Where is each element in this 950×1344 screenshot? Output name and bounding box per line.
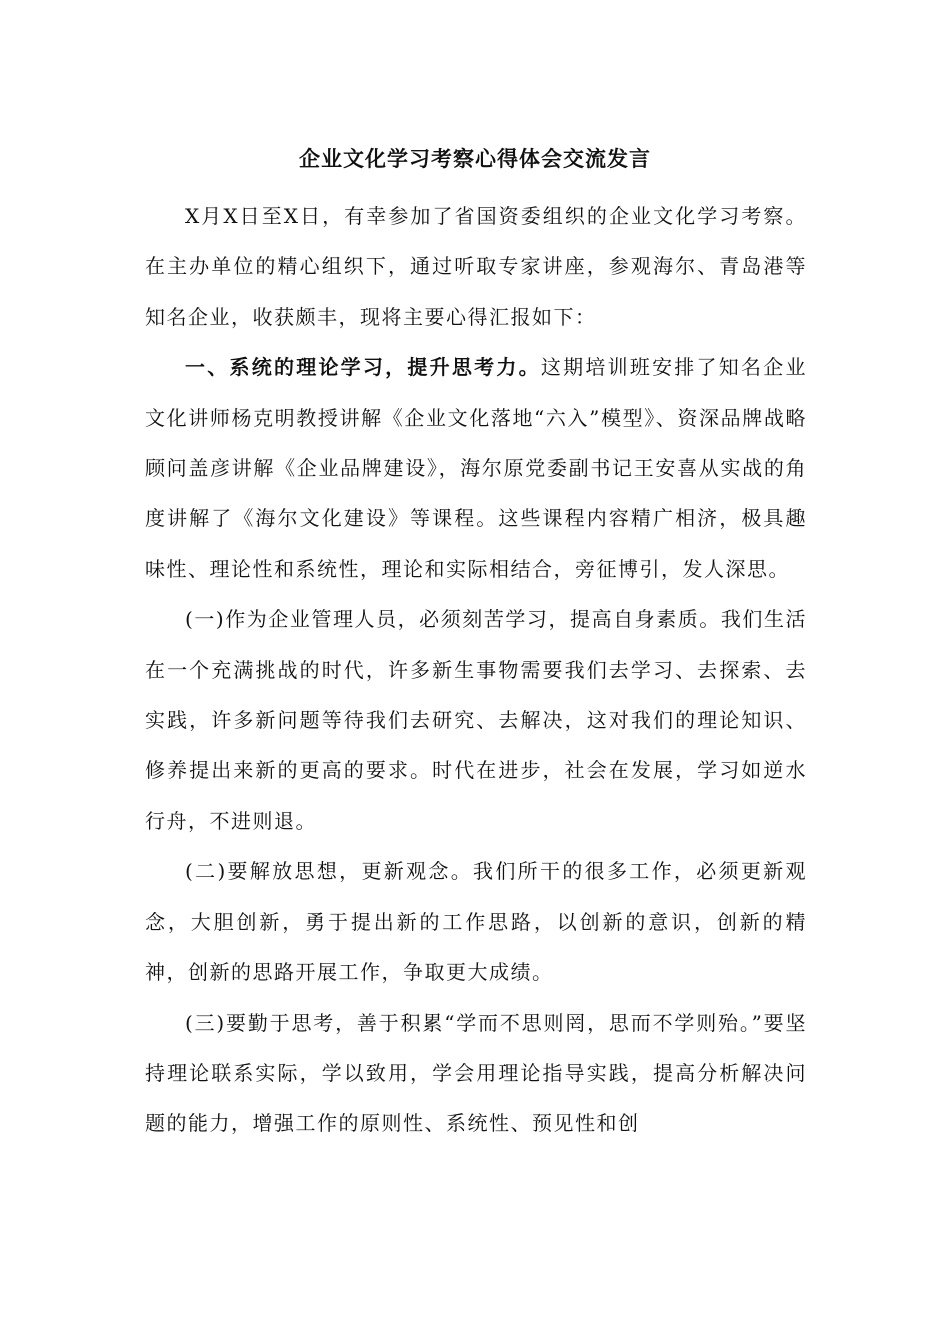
paragraph-item-1	[145, 594, 807, 846]
paragraph-text: (三)要勤于思考，善于积累“学而不思则罔，思而不学则殆。”要坚持理论联系实际，学以致用，学会用理论指导实践，提高分析解决问题的能力，增强工作的原则性、系统性、预见性和创	[145, 1010, 807, 1136]
paragraph-item-3	[145, 998, 807, 1149]
section-heading: 一、系统的理论学习，提升思考力。	[185, 355, 541, 380]
paragraph-item-2	[145, 846, 807, 997]
paragraph-text: X月X日至X日，有幸参加了省国资委组织的企业文化学习考察。在主办单位的精心组织下，通过听取专家讲座，参观海尔、青岛港等知名企业，收获颇丰，现将主要心得汇报如下：	[145, 204, 807, 329]
paragraph-intro	[145, 191, 807, 342]
paragraph-section-1	[145, 342, 807, 594]
paragraph-text: 这期培训班安排了知名企业文化讲师杨克明教授讲解《企业文化落地“六入”模型》、资深品牌战略顾问盖彦讲解《企业品牌建设》，海尔原党委副书记王安喜从实战的角度讲解了《海尔文化建设》等课程。这些课程内容精广相济，极具趣味性、理论性和系统性，理论和实际相结合，旁征博引，发人深思。	[145, 355, 808, 581]
document-title: 企业文化学习考察心得体会交流发言	[299, 146, 651, 171]
paragraph-text: (一)作为企业管理人员，必须刻苦学习，提高自身素质。我们生活在一个充满挑战的时代，许多新生事物需要我们去学习、去探索、去实践，许多新问题等待我们去研究、去解决，这对我们的理论知识、修养提出来新的更高的要求。时代在进步，社会在发展，学习如逆水行舟，不进则退。	[145, 607, 807, 833]
paragraph-text: (二)要解放思想，更新观念。我们所干的很多工作，必须更新观念，大胆创新，勇于提出新的工作思路，以创新的意识，创新的精神，创新的思路开展工作，争取更大成绩。	[145, 859, 807, 985]
document-body	[145, 191, 807, 1149]
